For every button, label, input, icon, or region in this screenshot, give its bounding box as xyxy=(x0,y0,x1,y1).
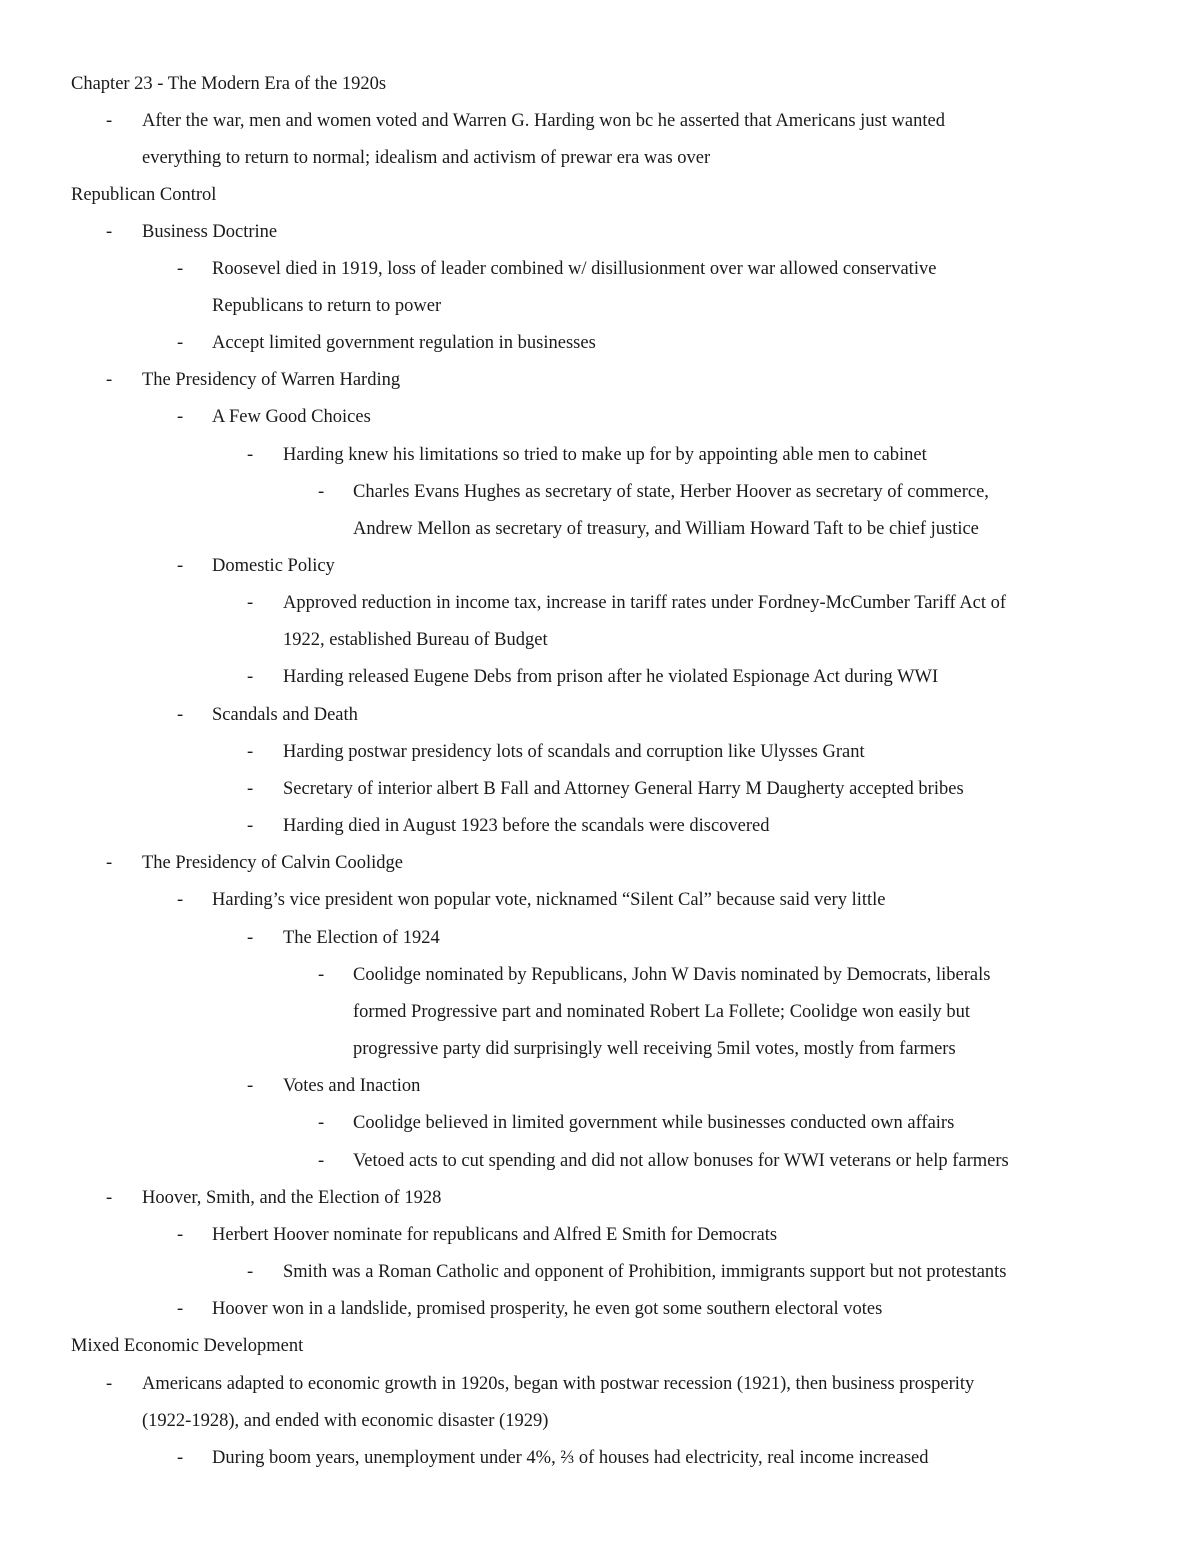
list-item-text: Republicans to return to power xyxy=(212,296,442,316)
bullet-dash: - xyxy=(177,1299,184,1319)
bullet-dash: - xyxy=(177,705,184,725)
list-item-text: Hoover, Smith, and the Election of 1928 xyxy=(142,1188,442,1208)
list-item-text: Hoover won in a landslide, promised prosperity, he even got some southern electoral votes xyxy=(212,1299,883,1319)
bullet-dash: - xyxy=(106,222,113,242)
list-item-text: Scandals and Death xyxy=(212,705,358,725)
bullet-dash: - xyxy=(177,407,184,427)
bullet-dash: - xyxy=(177,1448,184,1468)
list-item-text: The Presidency of Calvin Coolidge xyxy=(142,853,404,873)
list-item-text: Business Doctrine xyxy=(142,222,278,242)
bullet-dash: - xyxy=(247,445,254,465)
list-item-text: everything to return to normal; idealism and activism of prewar era was over xyxy=(142,148,711,168)
bullet-dash: - xyxy=(247,593,254,613)
list-item-text: Domestic Policy xyxy=(212,556,335,576)
bullet-dash: - xyxy=(177,259,184,279)
list-item-text: Accept limited government regulation in businesses xyxy=(212,333,596,353)
bullet-dash: - xyxy=(177,556,184,576)
list-item-text: Harding died in August 1923 before the scandals were discovered xyxy=(283,816,770,836)
section-heading-republican-control: Republican Control xyxy=(71,185,217,205)
bullet-dash: - xyxy=(247,667,254,687)
list-item-text: Coolidge nominated by Republicans, John W Davis nominated by Democrats, liberals xyxy=(353,965,991,985)
bullet-dash: - xyxy=(318,1151,325,1171)
list-item-text: The Election of 1924 xyxy=(283,928,440,948)
bullet-dash: - xyxy=(106,1188,113,1208)
list-item-text: Approved reduction in income tax, increase in tariff rates under Fordney-McCumber Tariff Act of xyxy=(283,593,1007,613)
bullet-dash: - xyxy=(177,1225,184,1245)
bullet-dash: - xyxy=(318,482,325,502)
list-item-text: Smith was a Roman Catholic and opponent of Prohibition, immigrants support but not protestants xyxy=(283,1262,1007,1282)
list-item-text: Votes and Inaction xyxy=(283,1076,421,1096)
list-item-text: formed Progressive part and nominated Robert La Follete; Coolidge won easily but xyxy=(353,1002,971,1022)
bullet-dash: - xyxy=(177,333,184,353)
bullet-dash: - xyxy=(247,742,254,762)
bullet-dash: - xyxy=(247,816,254,836)
list-item-text: Andrew Mellon as secretary of treasury, and William Howard Taft to be chief justice xyxy=(353,519,979,539)
list-item-text: Harding’s vice president won popular vote, nicknamed “Silent Cal” because said very little xyxy=(212,890,886,910)
bullet-dash: - xyxy=(318,1113,325,1133)
list-item-text: Charles Evans Hughes as secretary of state, Herber Hoover as secretary of commerce, xyxy=(353,482,989,502)
list-item-text: progressive party did surprisingly well receiving 5mil votes, mostly from farmers xyxy=(353,1039,956,1059)
list-item-text: Harding released Eugene Debs from prison after he violated Espionage Act during WWI xyxy=(283,667,939,687)
list-item-text: Harding knew his limitations so tried to make up for by appointing able men to cabinet xyxy=(283,445,927,465)
bullet-dash: - xyxy=(106,370,113,390)
bullet-dash: - xyxy=(247,1262,254,1282)
list-item-text: Vetoed acts to cut spending and did not allow bonuses for WWI veterans or help farmers xyxy=(353,1151,1009,1171)
list-item-text: After the war, men and women voted and Warren G. Harding won bc he asserted that Americans just wanted xyxy=(142,111,945,131)
list-item-text: (1922-1928), and ended with economic disaster (1929) xyxy=(142,1411,549,1431)
bullet-dash: - xyxy=(106,853,113,873)
list-item-text: The Presidency of Warren Harding xyxy=(142,370,401,390)
bullet-dash: - xyxy=(247,779,254,799)
bullet-dash: - xyxy=(247,1076,254,1096)
bullet-dash: - xyxy=(106,1374,113,1394)
list-item-text: Herbert Hoover nominate for republicans and Alfred E Smith for Democrats xyxy=(212,1225,778,1245)
list-item-text: 1922, established Bureau of Budget xyxy=(283,630,548,650)
list-item-text: Harding postwar presidency lots of scandals and corruption like Ulysses Grant xyxy=(283,742,865,762)
chapter-title: Chapter 23 - The Modern Era of the 1920s xyxy=(71,74,387,94)
list-item-text: A Few Good Choices xyxy=(212,407,371,427)
bullet-dash: - xyxy=(106,111,113,131)
list-item-text: Roosevel died in 1919, loss of leader combined w/ disillusionment over war allowed conservative xyxy=(212,259,937,279)
section-heading-mixed-economic-development: Mixed Economic Development xyxy=(71,1336,304,1356)
bullet-dash: - xyxy=(318,965,325,985)
list-item-text: Secretary of interior albert B Fall and Attorney General Harry M Daugherty accepted bribes xyxy=(283,779,964,799)
bullet-dash: - xyxy=(247,928,254,948)
list-item-text: Americans adapted to economic growth in 1920s, began with postwar recession (1921), then business prosperity xyxy=(142,1374,975,1394)
list-item-text: Coolidge believed in limited government while businesses conducted own affairs xyxy=(353,1113,955,1133)
list-item-text: During boom years, unemployment under 4%, ⅔ of houses had electricity, real income increased xyxy=(212,1448,929,1468)
bullet-dash: - xyxy=(177,890,184,910)
